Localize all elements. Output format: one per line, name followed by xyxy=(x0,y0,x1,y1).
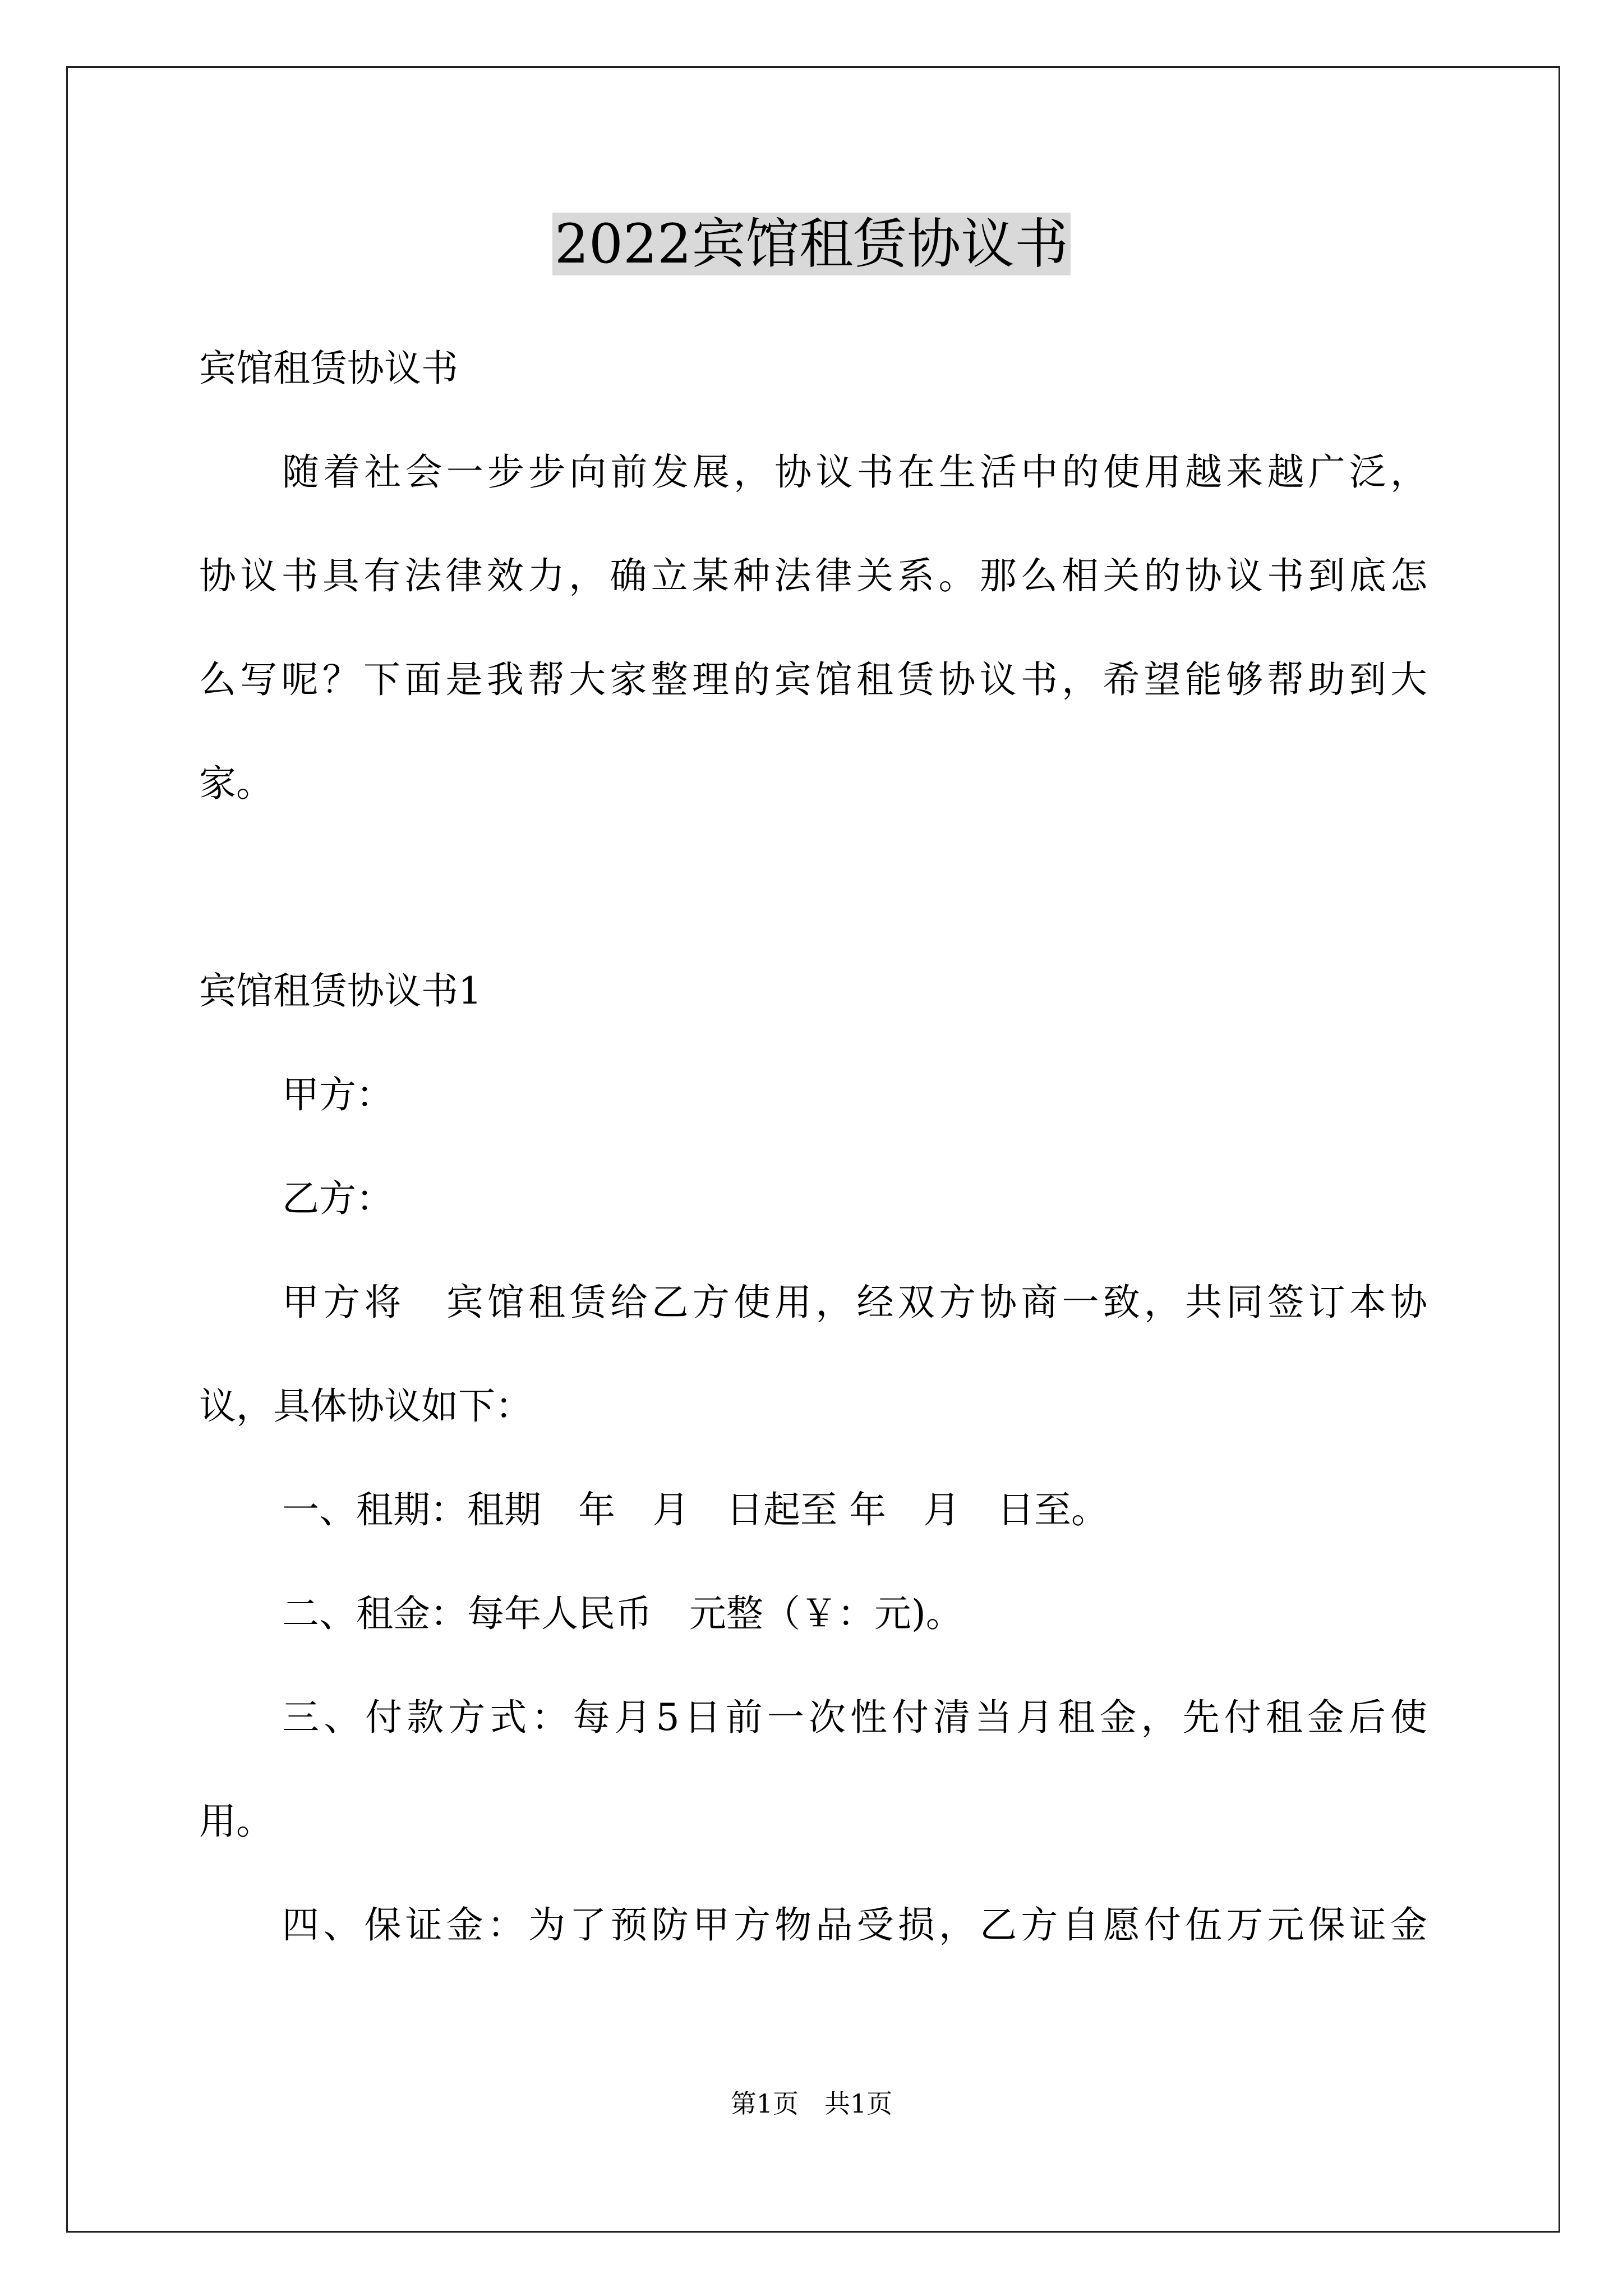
clause-lease-term: 一、租期：租期 年 月 日起至 年 月 日至。 xyxy=(282,1488,1108,1531)
clause-payment-line-1: 三、付款方式：每月5日前一次性付清当月租金，先付租金后使 xyxy=(282,1696,1427,1739)
document-title xyxy=(0,208,1623,280)
intro-line-3: 么写呢？下面是我帮大家整理的宾馆租赁协议书，希望能够帮助到大 xyxy=(199,658,1427,701)
page-footer: 第1页 共1页 xyxy=(730,2088,893,2119)
document-title-text: 2022宾馆租赁协议书 xyxy=(552,213,1071,275)
clause-deposit-line-1: 四、保证金：为了预防甲方物品受损，乙方自愿付伍万元保证金 xyxy=(282,1903,1427,1947)
intro-line-4: 家。 xyxy=(199,762,273,805)
clause-payment-line-2: 用。 xyxy=(199,1800,273,1843)
intro-line-1: 随着社会一步步向前发展，协议书在生活中的使用越来越广泛， xyxy=(282,450,1427,494)
intro-line-2: 协议书具有法律效力，确立某种法律关系。那么相关的协议书到底怎 xyxy=(199,554,1427,597)
party-b-label: 乙方： xyxy=(282,1177,393,1220)
party-a-label: 甲方： xyxy=(282,1073,393,1116)
lease-statement-line-1: 甲方将 宾馆租赁给乙方使用，经双方协商一致，共同签订本协 xyxy=(282,1281,1427,1324)
section-heading: 宾馆租赁协议书1 xyxy=(199,969,482,1013)
clause-rent: 二、租金：每年人民币 元整（￥：元)。 xyxy=(282,1592,963,1635)
document-subtitle: 宾馆租赁协议书 xyxy=(199,347,458,390)
lease-statement-line-2: 议，具体协议如下： xyxy=(199,1384,532,1428)
